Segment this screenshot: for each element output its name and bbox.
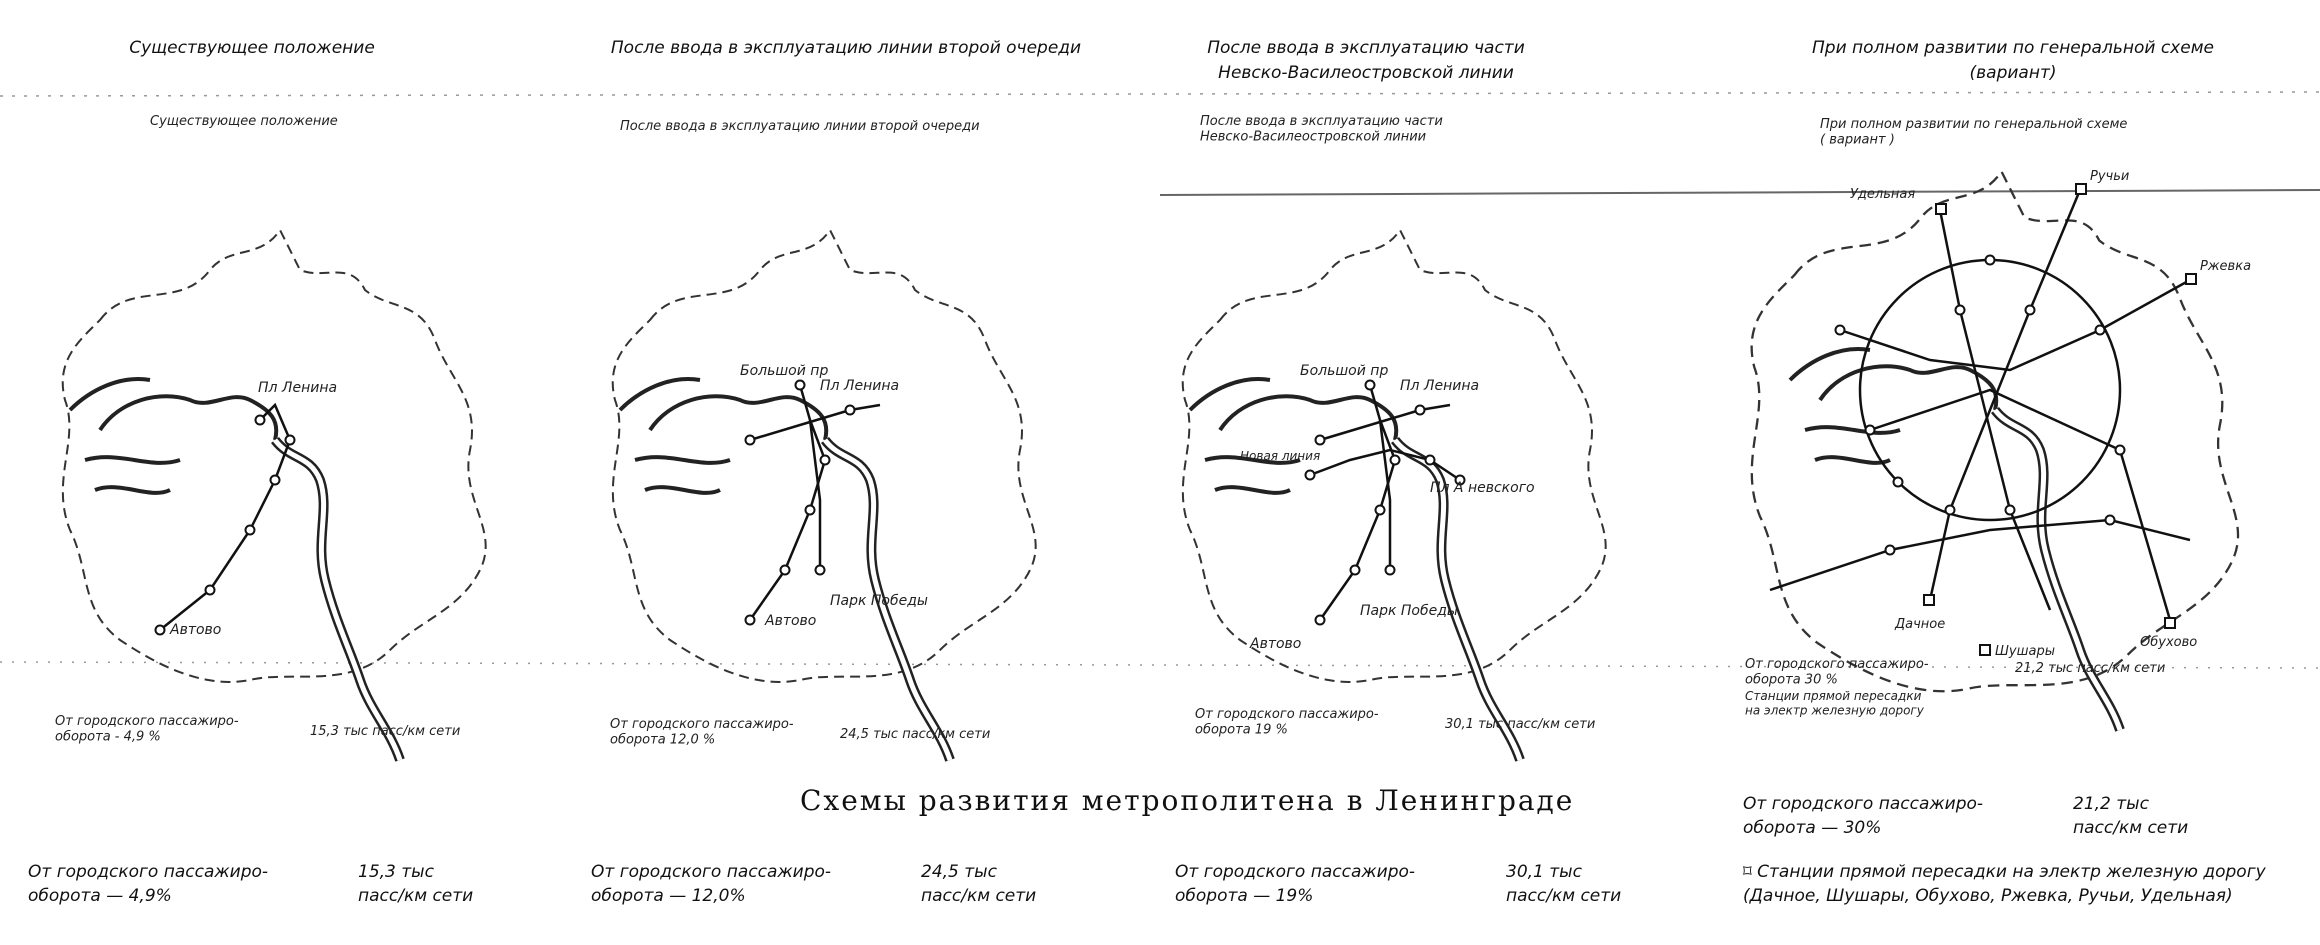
panel-nevsko-label-1: Пл Ленина bbox=[1400, 378, 1480, 394]
panel-second-stage-label-2: Парк Победы bbox=[830, 593, 928, 609]
panel-existing-stat-b: 15,3 тыс пасс/км сети bbox=[310, 724, 461, 739]
panel-full-label-5: Обухово bbox=[2140, 635, 2198, 650]
panel-nevsko-label-2: Новая линия bbox=[1240, 449, 1321, 463]
stat-density-existing: 15,3 тыс пасс/км сети bbox=[358, 862, 474, 906]
panel-second-stage-label-3: Автово bbox=[765, 613, 817, 629]
panel-full-label-2: Ржевка bbox=[2200, 259, 2252, 274]
panel-existing bbox=[63, 114, 486, 760]
panel-full-label-3: Дачное bbox=[1895, 617, 1946, 632]
panel-second-stage-stat-b: 24,5 тыс пасс/км сети bbox=[840, 727, 991, 742]
panel-existing-label-1: Автово bbox=[170, 622, 222, 638]
panel-full-legend: Станции прямой пересадки на электр железную дорогу bbox=[1745, 689, 1924, 718]
panel-second-stage-label-0: Большой пр bbox=[740, 363, 829, 379]
panel-nevsko-label-0: Большой пр bbox=[1300, 363, 1389, 379]
panel-nevsko-stat-b: 30,1 тыс пасс/км сети bbox=[1445, 717, 1596, 732]
caption-second-stage: После ввода в эксплуатацию линии второй очереди bbox=[610, 38, 1082, 58]
panel-existing-heading: Существующее положение bbox=[150, 114, 338, 129]
panel-nevsko-heading: После ввода в эксплуатацию части Невско-Василеостровской линии bbox=[1200, 114, 1443, 145]
panel-full-stat-b: 21,2 тыс пасс/км сети bbox=[2015, 661, 2166, 676]
panel-nevsko-label-5: Автово bbox=[1250, 636, 1302, 652]
panel-full-stat-a: От городского пассажиро-оборота 30 % bbox=[1745, 657, 1929, 688]
stat-share-nevsko: От городского пассажиро- оборота — 19% bbox=[1175, 862, 1416, 906]
panel-nevsko-label-3: Пл А невского bbox=[1430, 480, 1535, 496]
stat-density-full: 21,2 тыс пасс/км сети bbox=[2073, 794, 2189, 838]
stat-density-nevsko: 30,1 тыс пасс/км сети bbox=[1506, 862, 1622, 906]
caption-nevsko-vasileostrovskaya: После ввода в эксплуатацию части Невско-Василеостровской линии bbox=[1207, 38, 1525, 83]
caption-full-development: При полном развитии по генеральной схеме (вариант) bbox=[1812, 38, 2214, 83]
panel-full-label-1: Ручьи bbox=[2090, 169, 2130, 184]
panel-full-label-0: Удельная bbox=[1850, 187, 1916, 202]
scan-title: Схемы развития метрополитена в Ленинграде bbox=[800, 784, 1575, 817]
panel-second-stage-label-1: Пл Ленина bbox=[820, 378, 900, 394]
stat-share-existing: От городского пассажиро- оборота — 4,9% bbox=[28, 862, 269, 906]
panel-second-stage-heading: После ввода в эксплуатацию линии второй очереди bbox=[620, 119, 980, 134]
panel-existing-stat-a: От городского пассажиро-оборота - 4,9 % bbox=[55, 714, 239, 745]
panel-full-development bbox=[1752, 117, 2251, 730]
panel-nevsko-label-4: Парк Победы bbox=[1360, 603, 1458, 619]
panel-nevsko-vasileostrovskaya bbox=[1183, 114, 1606, 760]
stat-share-full: От городского пассажиро- оборота — 30% bbox=[1743, 794, 1984, 838]
panel-full-label-4: Шушары bbox=[1995, 644, 2055, 659]
stat-share-second-stage: От городского пассажиро- оборота — 12,0% bbox=[591, 862, 832, 906]
stat-density-second-stage: 24,5 тыс пасс/км сети bbox=[921, 862, 1037, 906]
panel-full-heading: При полном развитии по генеральной схеме ( вариант ) bbox=[1820, 117, 2128, 148]
transfer-stations-legend: ⌑ Станции прямой пересадки на электр железную дорогу (Дачное, Шушары, Обухово, Ржевка, Ручьи, Удельная) bbox=[1743, 862, 2266, 906]
panel-existing-label-0: Пл Ленина bbox=[258, 380, 338, 396]
panel-nevsko-stat-a: От городского пассажиро-оборота 19 % bbox=[1195, 707, 1379, 738]
panel-second-stage-stat-a: От городского пассажиро-оборота 12,0 % bbox=[610, 717, 794, 748]
caption-existing: Существующее положение bbox=[129, 38, 375, 58]
